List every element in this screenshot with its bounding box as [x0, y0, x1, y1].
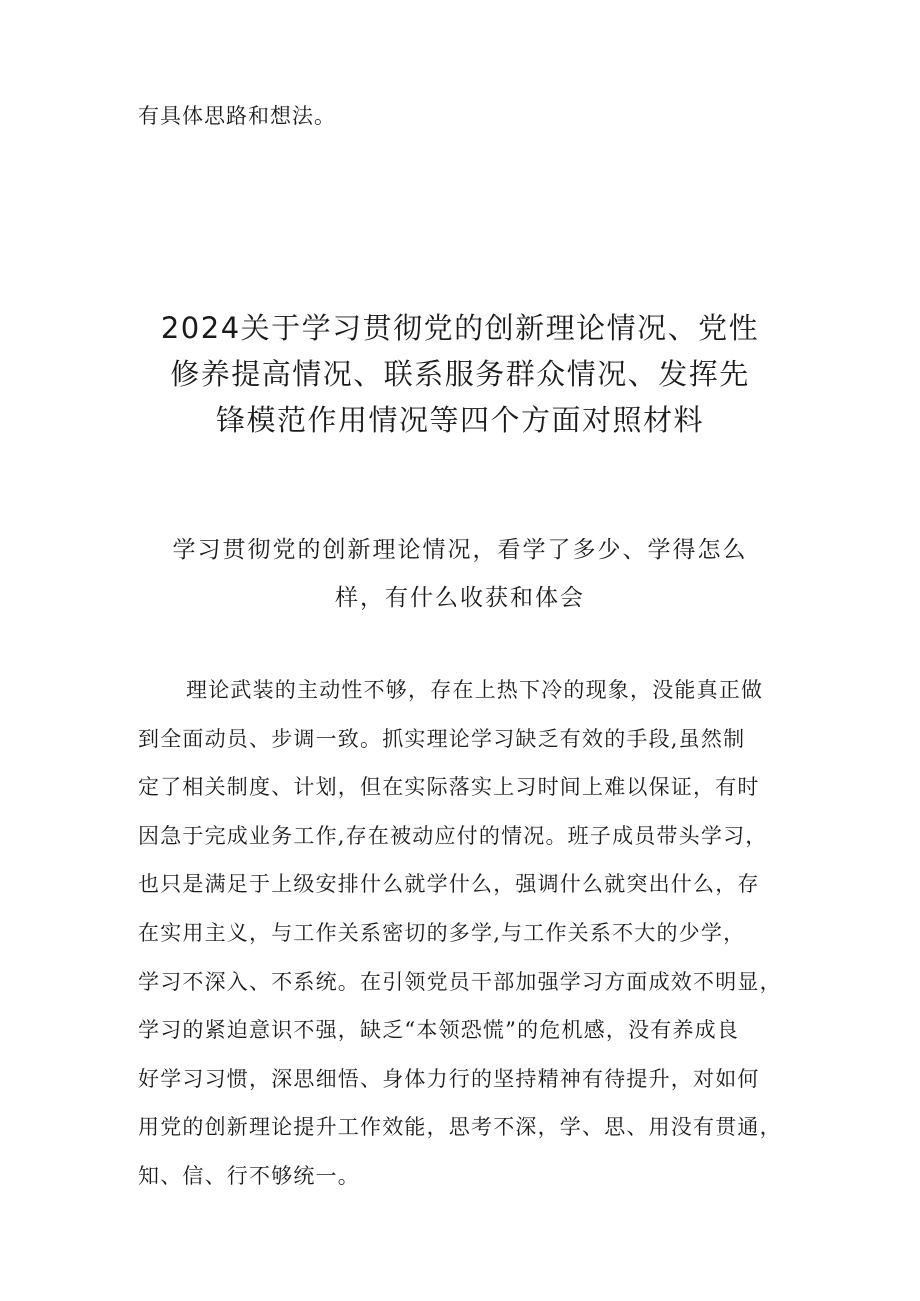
paragraph-line: 用党的创新理论提升工作效能，思考不深，学、思、用没有贯通， [138, 1115, 782, 1140]
paragraph-line: 定了相关制度、计划，但在实际落实上习时间上难以保证，有时 [138, 775, 760, 800]
title-line: 锋模范作用情况等四个方面对照材料 [215, 403, 704, 437]
carry-over-text: 有具体思路和想法。 [138, 104, 336, 128]
document-title [120, 305, 800, 443]
section-heading-line: 样，有什么收获和体会 [335, 585, 585, 611]
paragraph-line: 好学习习惯，深思细悟、身体力行的坚持精神有待提升，对如何 [138, 1066, 760, 1091]
paragraph-line: 学习的紧迫意识不强，缺乏“本领恐慌”的危机感，没有养成良 [138, 1018, 740, 1043]
paragraph-line: 在实用主义，与工作关系密切的多学,与工作关系不大的少学， [138, 920, 746, 945]
paragraph-line: 也只是满足于上级安排什么就学什么，强调什么就突出什么，存 [138, 872, 760, 897]
title-line: 修养提高情况、联系服务群众情况、发挥先 [170, 357, 750, 391]
section-heading [120, 526, 800, 622]
title-line: 2024关于学习贯彻党的创新理论情况、党性 [160, 311, 760, 345]
paragraph-line: 因急于完成业务工作,存在被动应付的情况。班子成员带头学习， [138, 823, 768, 848]
paragraph-line: 理论武装的主动性不够，存在上热下冷的现象，没能真正做 [186, 678, 764, 702]
paragraph-line: 学习不深入、不系统。在引领党员干部加强学习方面成效不明显， [138, 969, 782, 994]
paragraph-line: 知、信、行不够统一。 [138, 1163, 360, 1188]
body-paragraph [138, 666, 788, 1201]
section-heading-line: 学习贯彻党的创新理论情况，看学了多少、学得怎么 [172, 537, 748, 563]
paragraph-line: 到全面动员、步调一致。抓实理论学习缺乏有效的手段,虽然制 [138, 726, 746, 751]
